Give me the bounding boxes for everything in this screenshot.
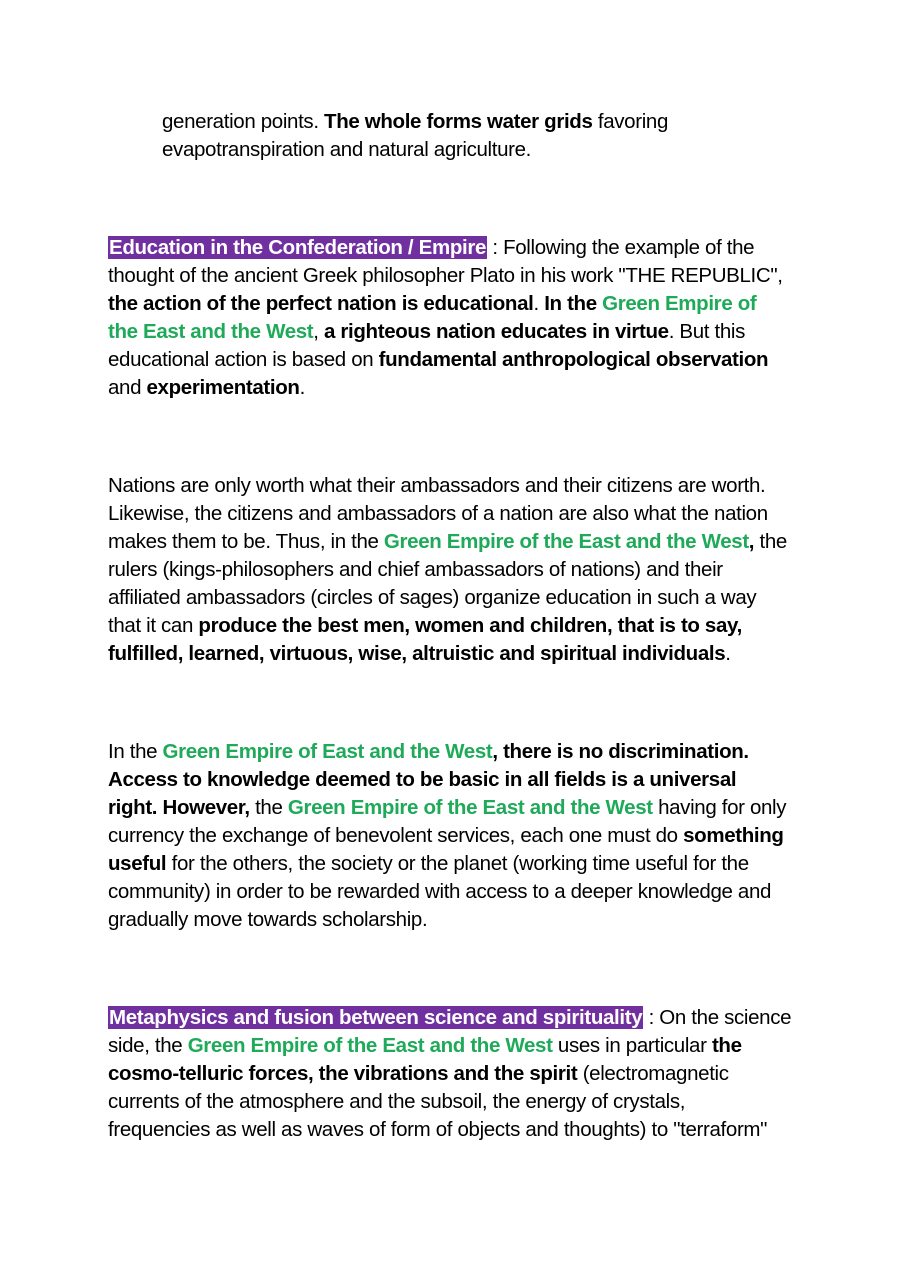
text-line: affiliated ambassadors (circles of sages) organize education in such a way (108, 586, 757, 609)
section-heading-metaphysics: Metaphysics and fusion between science and spirituality (109, 1006, 643, 1029)
text-line: currency the exchange of benevolent services, each one must do something (108, 824, 784, 847)
text-line: Likewise, the citizens and ambassadors of a nation are also what the nation (108, 502, 768, 525)
text-line: Education in the Confederation / Empire : Following the example of the (109, 236, 755, 259)
text-line: evapotranspiration and natural agriculture. (162, 138, 531, 161)
text-line: thought of the ancient Greek philosopher Plato in his work "THE REPUBLIC", (108, 264, 783, 287)
paragraph-metaphysics (108, 1004, 808, 1144)
text-line: and experimentation. (108, 376, 305, 399)
text-line: community) in order to be rewarded with access to a deeper knowledge and (108, 880, 772, 903)
text-line: side, the Green Empire of the East and the West uses in particular the (108, 1034, 742, 1057)
text-line: fulfilled, learned, virtuous, wise, altruistic and spiritual individuals. (108, 642, 731, 665)
text-line: the action of the perfect nation is educational. In the Green Empire of (108, 292, 757, 315)
text-line: rulers (kings-philosophers and chief ambassadors of nations) and their (108, 558, 723, 581)
text-line: In the Green Empire of East and the West, there is no discrimination. (108, 740, 749, 763)
text-line: generation points. The whole forms water grids favoring (162, 110, 669, 133)
paragraph-water-grids (162, 108, 862, 164)
text-line: that it can produce the best men, women and children, that is to say, (108, 614, 742, 637)
text-line: the East and the West, a righteous nation educates in virtue. But this (108, 320, 745, 343)
text-line: right. However, the Green Empire of the East and the West having for only (108, 796, 787, 819)
text-line: currents of the atmosphere and the subsoil, the energy of crystals, (108, 1090, 686, 1113)
paragraph-nations (108, 472, 808, 668)
text-line: useful for the others, the society or the planet (working time useful for the (108, 852, 749, 875)
text-line: frequencies as well as waves of form of objects and thoughts) to "terraform" (108, 1118, 768, 1141)
paragraph-no-discrimination (108, 738, 808, 934)
section-heading-education: Education in the Confederation / Empire (109, 236, 487, 259)
text-line: makes them to be. Thus, in the Green Empire of the East and the West, the (108, 530, 787, 553)
text-line: cosmo-telluric forces, the vibrations and the spirit (electromagnetic (108, 1062, 729, 1085)
text-line: gradually move towards scholarship. (108, 908, 428, 931)
text-line: Metaphysics and fusion between science and spirituality : On the science (109, 1006, 792, 1029)
text-line: educational action is based on fundamental anthropological observation (108, 348, 769, 371)
text-line: Nations are only worth what their ambassadors and their citizens are worth. (108, 474, 766, 497)
text-line: Access to knowledge deemed to be basic in all fields is a universal (108, 768, 737, 791)
paragraph-education (108, 234, 808, 402)
